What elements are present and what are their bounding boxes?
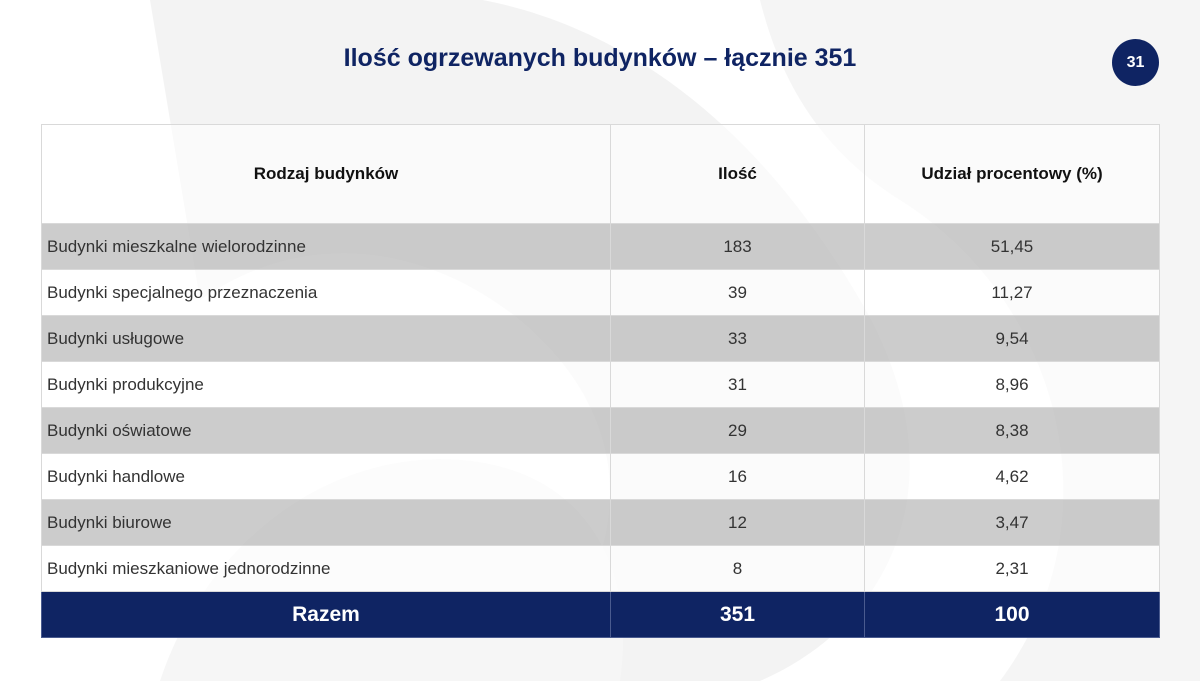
table-row — [42, 500, 1160, 546]
table-header-row — [42, 125, 1160, 224]
header-building-type: Rodzaj budynków — [42, 125, 611, 224]
table-row — [42, 270, 1160, 316]
row-type: Budynki handlowe — [42, 454, 611, 500]
row-type: Budynki oświatowe — [42, 408, 611, 454]
row-count: 183 — [611, 224, 865, 270]
row-count: 33 — [611, 316, 865, 362]
header-percent: Udział procentowy (%) — [865, 125, 1160, 224]
table-row — [42, 546, 1160, 592]
page-number-badge: 31 — [1112, 39, 1159, 86]
row-percent: 4,62 — [865, 454, 1160, 500]
row-percent: 2,31 — [865, 546, 1160, 592]
table-row — [42, 408, 1160, 454]
total-label: Razem — [42, 592, 611, 638]
total-count: 351 — [611, 592, 865, 638]
row-count: 31 — [611, 362, 865, 408]
total-percent: 100 — [865, 592, 1160, 638]
row-count: 29 — [611, 408, 865, 454]
row-percent: 11,27 — [865, 270, 1160, 316]
row-percent: 8,96 — [865, 362, 1160, 408]
row-percent: 51,45 — [865, 224, 1160, 270]
row-type: Budynki specjalnego przeznaczenia — [42, 270, 611, 316]
page-title: Ilość ogrzewanych budynków – łącznie 351 — [343, 44, 857, 72]
row-type: Budynki biurowe — [42, 500, 611, 546]
row-type: Budynki produkcyjne — [42, 362, 611, 408]
row-count: 8 — [611, 546, 865, 592]
table-row — [42, 454, 1160, 500]
table-row — [42, 224, 1160, 270]
row-count: 39 — [611, 270, 865, 316]
header-count: Ilość — [611, 125, 865, 224]
row-type: Budynki mieszkaniowe jednorodzinne — [42, 546, 611, 592]
total-row — [42, 592, 1160, 638]
row-percent: 3,47 — [865, 500, 1160, 546]
table-row — [42, 362, 1160, 408]
row-type: Budynki usługowe — [42, 316, 611, 362]
row-percent: 9,54 — [865, 316, 1160, 362]
buildings-table — [41, 124, 1160, 638]
table-row — [42, 316, 1160, 362]
row-count: 12 — [611, 500, 865, 546]
row-type: Budynki mieszkalne wielorodzinne — [42, 224, 611, 270]
row-percent: 8,38 — [865, 408, 1160, 454]
row-count: 16 — [611, 454, 865, 500]
